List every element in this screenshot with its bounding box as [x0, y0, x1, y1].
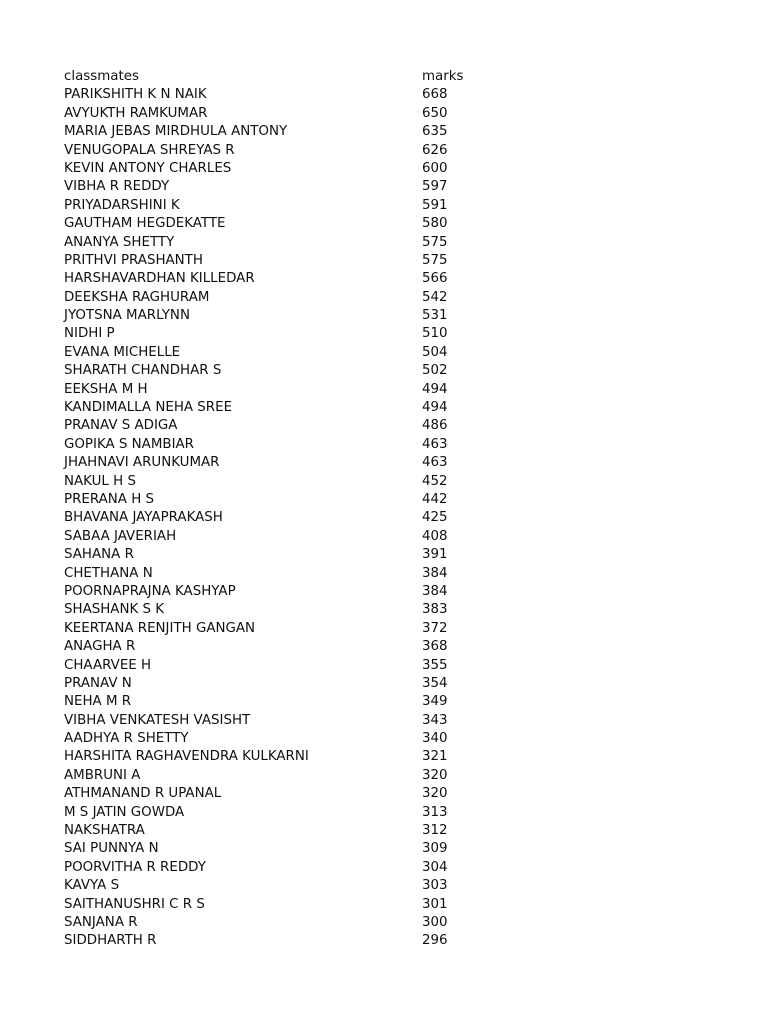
table-row [64, 546, 704, 564]
student-marks: 349 [422, 694, 448, 710]
table-row [64, 105, 704, 123]
student-marks: 575 [422, 234, 448, 250]
table-body [64, 86, 704, 950]
student-marks: 425 [422, 510, 448, 526]
table-row [64, 565, 704, 583]
student-name: AADHYA R SHETTY [64, 731, 189, 747]
table-row [64, 160, 704, 178]
table-row [64, 307, 704, 325]
student-name: VIBHA VENKATESH VASISHT [64, 712, 251, 728]
student-name: NEHA M R [64, 694, 132, 710]
student-marks: 504 [422, 344, 448, 360]
student-name: VENUGOPALA SHREYAS R [64, 142, 235, 158]
student-name: KAVYA S [64, 878, 120, 894]
table-row [64, 142, 704, 160]
student-name: VIBHA R REDDY [64, 179, 170, 195]
table-header [64, 68, 704, 86]
student-name: NAKUL H S [64, 473, 136, 489]
student-marks: 494 [422, 381, 448, 397]
student-marks: 368 [422, 639, 448, 655]
student-name: AVYUKTH RAMKUMAR [64, 105, 208, 121]
table-row [64, 601, 704, 619]
table-row [64, 473, 704, 491]
table-row [64, 932, 704, 950]
student-marks: 309 [422, 841, 448, 857]
table-row [64, 638, 704, 656]
student-name: KEERTANA RENJITH GANGAN [64, 620, 256, 636]
table-row [64, 362, 704, 380]
table-row [64, 785, 704, 803]
table-row [64, 528, 704, 546]
table-row [64, 620, 704, 638]
table-row [64, 748, 704, 766]
student-marks: 320 [422, 767, 448, 783]
table-row [64, 325, 704, 343]
student-marks: 300 [422, 914, 448, 930]
table-row [64, 454, 704, 472]
student-name: ANANYA SHETTY [64, 234, 175, 250]
table-row [64, 381, 704, 399]
student-marks: 600 [422, 160, 448, 176]
student-name: DEEKSHA RAGHURAM [64, 289, 210, 305]
student-marks: 354 [422, 675, 448, 691]
table-row [64, 436, 704, 454]
table-row [64, 712, 704, 730]
student-marks: 580 [422, 216, 448, 232]
student-marks: 355 [422, 657, 448, 673]
student-marks: 597 [422, 179, 448, 195]
student-marks: 486 [422, 418, 448, 434]
student-marks: 301 [422, 896, 448, 912]
student-name: SAHANA R [64, 547, 134, 563]
table-row [64, 730, 704, 748]
table-row [64, 123, 704, 141]
table-row [64, 657, 704, 675]
table-row [64, 509, 704, 527]
student-marks: 384 [422, 565, 448, 581]
student-marks: 463 [422, 455, 448, 471]
student-marks: 304 [422, 859, 448, 875]
table-row [64, 896, 704, 914]
student-marks: 312 [422, 823, 448, 839]
student-marks: 494 [422, 400, 448, 416]
student-name: SABAA JAVERIAH [64, 528, 177, 544]
student-marks: 383 [422, 602, 448, 618]
student-name: SIDDHARTH R [64, 933, 157, 949]
table-row [64, 914, 704, 932]
table-row [64, 804, 704, 822]
student-name: HARSHAVARDHAN KILLEDAR [64, 271, 255, 287]
student-name: EEKSHA M H [64, 381, 148, 397]
table-row [64, 583, 704, 601]
student-name: NIDHI P [64, 326, 115, 342]
student-name: ANAGHA R [64, 639, 136, 655]
table-row [64, 197, 704, 215]
student-name: HARSHITA RAGHAVENDRA KULKARNI [64, 749, 309, 765]
student-name: POORNAPRAJNA KASHYAP [64, 583, 236, 599]
table-row [64, 693, 704, 711]
student-name: PRANAV S ADIGA [64, 418, 178, 434]
student-marks: 531 [422, 308, 448, 324]
student-name: JHAHNAVI ARUNKUMAR [64, 455, 220, 471]
student-marks: 384 [422, 583, 448, 599]
table-row [64, 877, 704, 895]
table-row [64, 840, 704, 858]
student-name: SAITHANUSHRI C R S [64, 896, 205, 912]
student-marks: 566 [422, 271, 448, 287]
student-name: M S JATIN GOWDA [64, 804, 185, 820]
student-name: CHAARVEE H [64, 657, 152, 673]
student-marks: 452 [422, 473, 448, 489]
student-name: EVANA MICHELLE [64, 344, 181, 360]
student-name: JYOTSNA MARLYNN [64, 308, 190, 324]
student-marks: 668 [422, 87, 448, 103]
table-row [64, 399, 704, 417]
table-row [64, 178, 704, 196]
student-marks: 313 [422, 804, 448, 820]
table-row [64, 289, 704, 307]
student-name: PRERANA H S [64, 491, 155, 507]
student-marks: 340 [422, 731, 448, 747]
student-marks: 296 [422, 933, 448, 949]
table-row [64, 86, 704, 104]
student-marks: 320 [422, 786, 448, 802]
table-row [64, 270, 704, 288]
student-name: SANJANA R [64, 914, 138, 930]
table-row [64, 822, 704, 840]
table-row [64, 234, 704, 252]
table-row [64, 215, 704, 233]
student-marks: 542 [422, 289, 448, 305]
header-marks: marks [422, 69, 464, 84]
student-name: KANDIMALLA NEHA SREE [64, 400, 233, 416]
student-marks: 635 [422, 124, 448, 140]
student-name: GAUTHAM HEGDEKATTE [64, 216, 226, 232]
table-row [64, 344, 704, 362]
student-name: PARIKSHITH K N NAIK [64, 87, 207, 103]
student-name: NAKSHATRA [64, 823, 145, 839]
student-name: CHETHANA N [64, 565, 153, 581]
table-row [64, 859, 704, 877]
student-name: ATHMANAND R UPANAL [64, 786, 222, 802]
student-name: MARIA JEBAS MIRDHULA ANTONY [64, 124, 288, 140]
student-marks: 408 [422, 528, 448, 544]
table-row [64, 675, 704, 693]
table-row [64, 491, 704, 509]
student-marks: 591 [422, 197, 448, 213]
student-name: BHAVANA JAYAPRAKASH [64, 510, 223, 526]
student-name: PRITHVI PRASHANTH [64, 252, 203, 268]
student-marks: 442 [422, 491, 448, 507]
student-marks: 626 [422, 142, 448, 158]
header-classmates: classmates [64, 69, 139, 84]
student-name: SAI PUNNYA N [64, 841, 159, 857]
marks-table [64, 68, 704, 951]
table-row [64, 767, 704, 785]
student-name: AMBRUNI A [64, 767, 141, 783]
student-name: SHARATH CHANDHAR S [64, 363, 222, 379]
student-marks: 391 [422, 547, 448, 563]
student-name: PRIYADARSHINI K [64, 197, 180, 213]
student-name: SHASHANK S K [64, 602, 165, 618]
student-name: POORVITHA R REDDY [64, 859, 206, 875]
student-name: KEVIN ANTONY CHARLES [64, 160, 232, 176]
student-name: GOPIKA S NAMBIAR [64, 436, 194, 452]
student-marks: 502 [422, 363, 448, 379]
student-name: PRANAV N [64, 675, 132, 691]
student-marks: 343 [422, 712, 448, 728]
student-marks: 650 [422, 105, 448, 121]
student-marks: 321 [422, 749, 448, 765]
student-marks: 303 [422, 878, 448, 894]
student-marks: 372 [422, 620, 448, 636]
table-row [64, 417, 704, 435]
student-marks: 510 [422, 326, 448, 342]
table-row [64, 252, 704, 270]
student-marks: 575 [422, 252, 448, 268]
student-marks: 463 [422, 436, 448, 452]
